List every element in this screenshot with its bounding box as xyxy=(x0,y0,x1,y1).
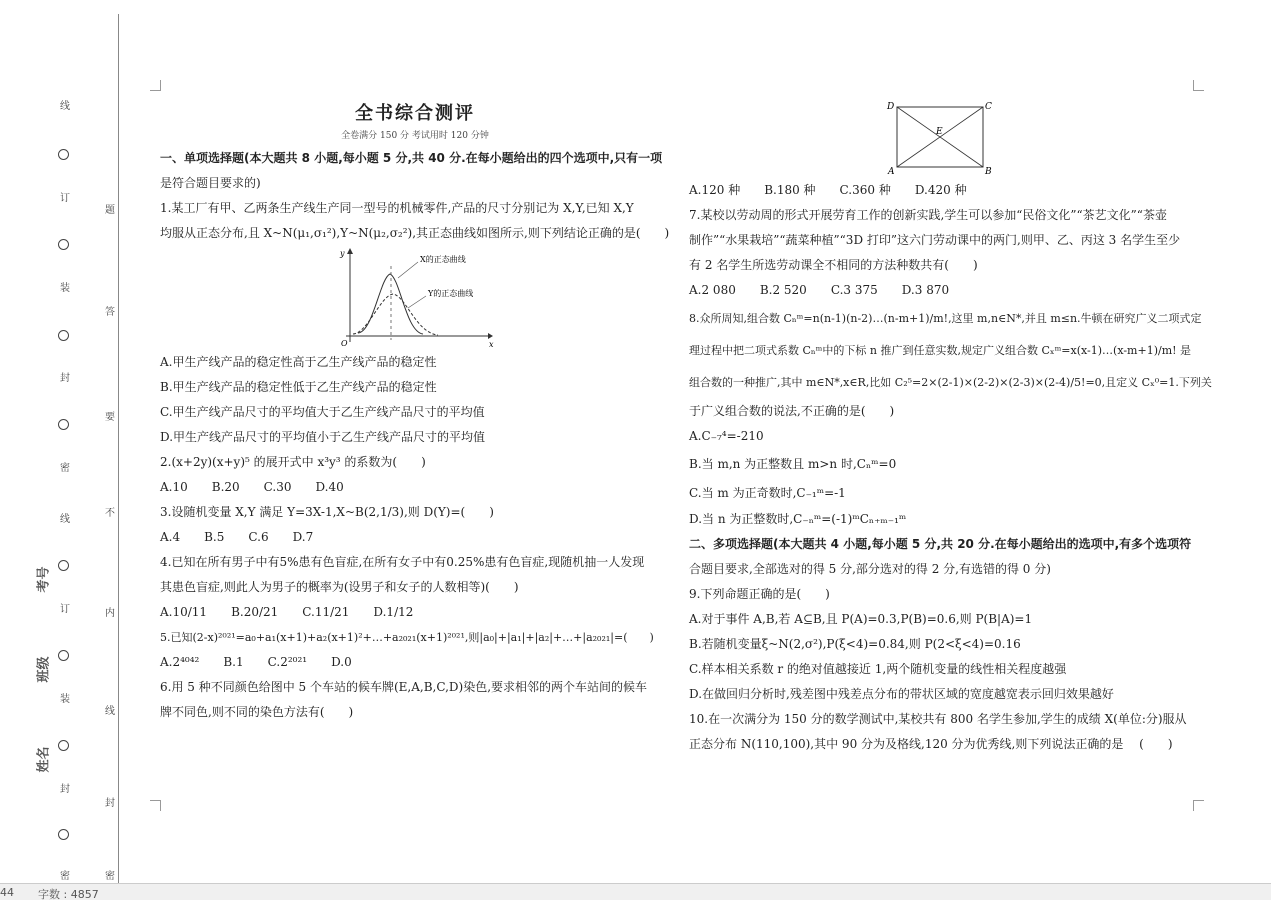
vertex-d-label: D xyxy=(887,102,895,112)
vertex-b-label: B xyxy=(985,167,992,175)
binding-label: 密 xyxy=(105,871,115,882)
section-heading: 二、多项选择题(本大题共 4 小题,每小题 5 分,共 20 分.在每小题给出的选项中,有多个选项符 xyxy=(689,537,1192,551)
x-normal-curve xyxy=(358,274,423,334)
question-line: 10.在一次满分为 150 分的数学测试中,某校共有 800 名学生参加,学生的成绩 X(单位:分)服从 xyxy=(689,712,1187,726)
question-line: 6.用 5 种不同颜色给图中 5 个车站的候车牌(E,A,B,C,D)染色,要求相邻的两个车站间的候车 xyxy=(160,680,648,694)
status-bar xyxy=(0,883,1271,900)
option-line: A.120 种 B.180 种 C.360 种 D.420 种 xyxy=(689,183,967,197)
option-line: B.当 m,n 为正整数且 m>n 时,Cₙᵐ=0 xyxy=(689,457,897,471)
binding-label: 线 xyxy=(60,514,70,525)
binding-circle xyxy=(58,330,69,341)
left-column xyxy=(160,100,670,725)
question-line: 正态分布 N(110,100),其中 90 分为及格线,120 分为优秀线,则下列说法正确的是 ( ) xyxy=(689,737,1173,751)
x-curve-label: X的正态曲线 xyxy=(420,255,466,264)
normal-curves-figure xyxy=(338,248,498,348)
question-line: 5.已知(2-x)²⁰²¹=a₀+a₁(x+1)+a₂(x+1)²+…+a₂₀₂₁(x+1)²⁰²¹,则|a₀|+|a₁|+|a₂|+…+|a₂₀₂₁|=( ) xyxy=(160,631,654,644)
y-axis-arrow xyxy=(347,248,353,254)
question-line: 有 2 名学生所选劳动课全不相同的方法种数共有( ) xyxy=(689,258,978,272)
option-line: B.甲生产线产品的稳定性低于乙生产线产品的稳定性 xyxy=(160,380,437,394)
question-line: 理过程中把二项式系数 Cₙᵐ中的下标 n 推广到任意实数,规定广义组合数 Cₓᵐ=x(x-1)…(x-m+1)/m! 是 xyxy=(689,344,1192,357)
binding-circle xyxy=(58,239,69,250)
center-e-label: E xyxy=(936,127,943,137)
binding-circle xyxy=(58,560,69,571)
question-line: 其患色盲症,则此人为男子的概率为(设男子和女子的人数相等)( ) xyxy=(160,580,519,594)
question-line: 1.某工厂有甲、乙两条生产线生产同一型号的机械零件,产品的尺寸分别记为 X,Y,已知 X,Y xyxy=(160,201,634,215)
option-line: C.样本相关系数 r 的绝对值越接近 1,两个随机变量的线性相关程度越强 xyxy=(689,662,1067,676)
question-line: 制作”“水果栽培”“蔬菜种植”“3D 打印”这六门劳动课中的两门,则甲、乙、丙这 3 名学生至少 xyxy=(689,233,1181,247)
option-line: C.当 m 为正奇数时,C₋₁ᵐ=-1 xyxy=(689,486,846,500)
option-line: D.当 n 为正整数时,C₋ₙᵐ=(-1)ᵐCₙ₊ₘ₋₁ᵐ xyxy=(689,512,907,526)
binding-label: 不 xyxy=(105,508,115,519)
y-axis-label: y xyxy=(340,249,345,258)
binding-circle xyxy=(58,149,69,160)
exam-title: 全书综合测评 xyxy=(355,103,475,124)
text-line: 是符合题目要求的) xyxy=(160,176,261,190)
exam-subtitle: 全卷满分 150 分 考试用时 120 分钟 xyxy=(341,131,489,141)
corner-mark xyxy=(1193,800,1204,811)
vertex-a-label: A xyxy=(888,167,895,175)
option-line: A.10 B.20 C.30 D.40 xyxy=(160,480,344,494)
question-line: 4.已知在所有男子中有5%患有色盲症,在所有女子中有0.25%患有色盲症,现随机抽一人发现 xyxy=(160,555,645,569)
question-line: 于广义组合数的说法,不正确的是( ) xyxy=(689,404,895,418)
binding-label: 装 xyxy=(60,283,70,294)
y-curve-label: Y的正态曲线 xyxy=(428,289,474,298)
corner-mark xyxy=(150,800,161,811)
option-line: C.甲生产线产品尺寸的平均值大于乙生产线产品尺寸的平均值 xyxy=(160,405,485,419)
corner-mark xyxy=(1193,80,1204,91)
binding-label: 封 xyxy=(60,373,70,384)
option-line: B.若随机变量ξ~N(2,σ²),P(ξ<4)=0.84,则 P(2<ξ<4)=0.16 xyxy=(689,637,1021,651)
question-line: 3.设随机变量 X,Y 满足 Y=3X-1,X~B(2,1/3),则 D(Y)=( ) xyxy=(160,505,494,519)
binding-line xyxy=(118,14,119,883)
option-line: A.10/11 B.20/21 C.11/21 D.1/12 xyxy=(160,605,414,619)
binding-circle xyxy=(58,419,69,430)
binding-label: 装 xyxy=(60,694,70,705)
class-field: 班级 xyxy=(36,656,52,683)
binding-circle xyxy=(58,650,69,661)
label-pointer xyxy=(398,262,418,278)
question-line: 8.众所周知,组合数 Cₙᵐ=n(n-1)(n-2)…(n-m+1)/m!,这里 m,n∈N*,并且 m≤n.牛顿在研究广义二项式定 xyxy=(689,312,1202,325)
option-line: A.2⁴⁰⁴² B.1 C.2²⁰²¹ D.0 xyxy=(160,655,352,669)
option-line: D.甲生产线产品尺寸的平均值小于乙生产线产品尺寸的平均值 xyxy=(160,430,486,444)
binding-circle xyxy=(58,740,69,751)
vertex-c-label: C xyxy=(985,102,992,112)
option-line: A.对于事件 A,B,若 A⊆B,且 P(A)=0.3,P(B)=0.6,则 P(B|A)=1 xyxy=(689,612,1033,626)
question-line: 牌不同色,则不同的染色方法有( ) xyxy=(160,705,354,719)
question-line: 9.下列命题正确的是( ) xyxy=(689,587,830,601)
page-indicator: 44 xyxy=(0,886,14,899)
option-line: A.C₋₇⁴=-210 xyxy=(689,429,764,443)
station-figure xyxy=(885,100,995,175)
question-line: 组合数的一种推广,其中 m∈N*,x∈R,比如 C₂⁵=2×(2-1)×(2-2)×(2-3)×(2-4)/5!=0,且定义 Cₓ⁰=1.下列关 xyxy=(689,376,1212,389)
exam-number-field: 考号 xyxy=(36,566,52,593)
name-field: 姓名 xyxy=(36,746,52,773)
option-line: A.2 080 B.2 520 C.3 375 D.3 870 xyxy=(689,283,950,297)
option-line: A.4 B.5 C.6 D.7 xyxy=(160,530,314,544)
option-line: A.甲生产线产品的稳定性高于乙生产线产品的稳定性 xyxy=(160,355,437,369)
binding-label: 订 xyxy=(60,193,70,204)
binding-label: 题 xyxy=(105,205,115,216)
word-count: 字数 : 4857 xyxy=(38,888,99,901)
binding-label: 内 xyxy=(105,608,115,619)
binding-label: 答 xyxy=(105,307,115,318)
binding-label: 线 xyxy=(105,706,115,717)
corner-mark xyxy=(150,80,161,91)
section-heading: 一、单项选择题(本大题共 8 小题,每小题 5 分,共 40 分.在每小题给出的四个选项中,只有一项 xyxy=(160,151,663,165)
x-axis-arrow xyxy=(488,333,493,339)
binding-label: 密 xyxy=(60,871,70,882)
binding-label: 线 xyxy=(60,101,70,112)
label-pointer xyxy=(408,296,426,308)
binding-circle xyxy=(58,829,69,840)
question-line: 2.(x+2y)(x+y)⁵ 的展开式中 x³y³ 的系数为( ) xyxy=(160,455,426,469)
right-column xyxy=(689,178,1212,757)
binding-label: 封 xyxy=(60,784,70,795)
binding-label: 封 xyxy=(105,798,115,809)
option-line: D.在做回归分析时,残差图中残差点分布的带状区域的宽度越宽表示回归效果越好 xyxy=(689,687,1114,701)
binding-label: 密 xyxy=(60,463,70,474)
origin-label: O xyxy=(341,339,348,348)
question-line: 7.某校以劳动周的形式开展劳育工作的创新实践,学生可以参加“民俗文化”“茶艺文化”“茶壶 xyxy=(689,208,1167,222)
binding-margin xyxy=(0,0,120,883)
x-axis-label: x xyxy=(489,340,494,348)
binding-label: 订 xyxy=(60,604,70,615)
text-line: 合题目要求,全部选对的得 5 分,部分选对的得 2 分,有选错的得 0 分) xyxy=(689,562,1051,576)
y-normal-curve xyxy=(353,294,438,335)
binding-label: 要 xyxy=(105,412,115,423)
question-line: 均服从正态分布,且 X~N(μ₁,σ₁²),Y~N(μ₂,σ₂²),其正态曲线如图所示,则下列结论正确的是( ) xyxy=(160,226,670,240)
